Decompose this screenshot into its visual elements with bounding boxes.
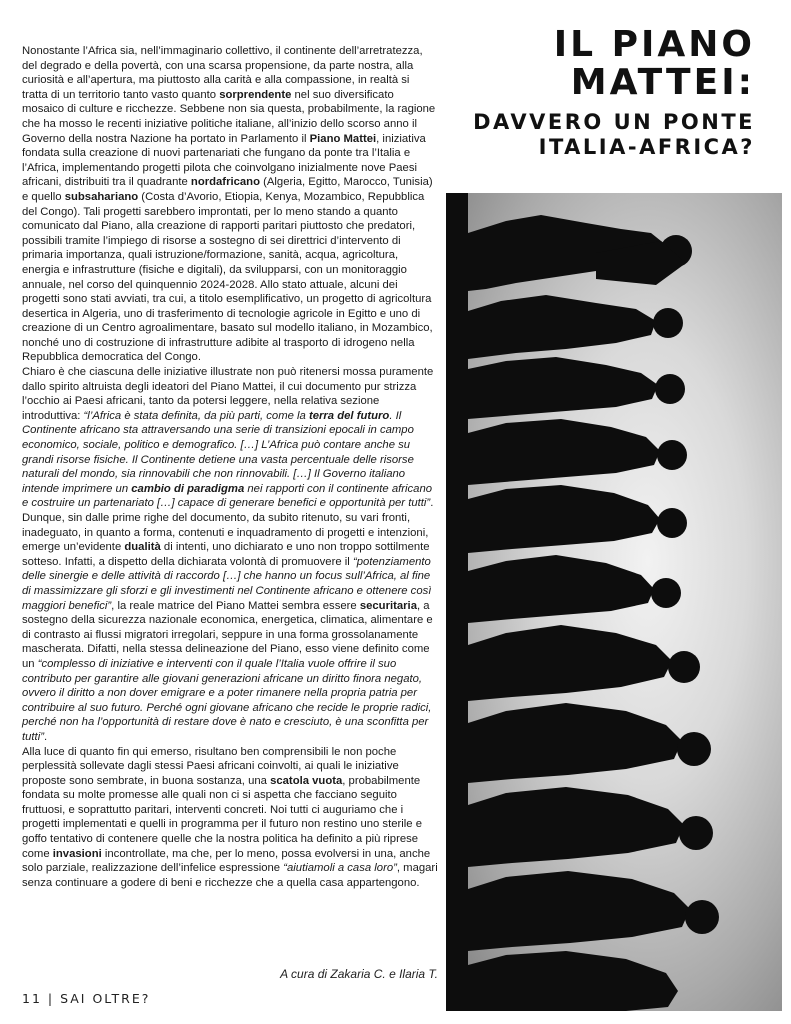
article-subtitle-line-2: ITALIA-AFRICA?: [538, 135, 755, 159]
article-paragraph: Alla luce di quanto fin qui emerso, risultano ben comprensibili le non poche perplessità sollevate dagli stessi Paesi africani coinvolti, ai quali le iniziative proposte sono sembrate, in buona sostanza, una scatola vuota, probabilmente fondata su molte promesse alle quali non ci si aspetta che facciano seguito fruttuosi, e soprattutto paritari, interventi concreti. Noi tutti ci auguriamo che i progetti implementati e quelli in programma per il futuro non restino uno sterile e goffo tentativo di contenere quelle che la nostra politica ha definito a più riprese come invasioni incontrollate, ma che, per lo meno, possa evolversi in una, anche solo parziale, realizzazione dell’infelice espressione “aiutiamoli a casa loro”, magari senza continuare a godere di beni e ricchezze che a quella casa appartengono.: [22, 745, 438, 889]
article-paragraph: Chiaro è che ciascuna delle iniziative illustrate non può ritenersi mossa puramente dallo spirito altruista degli ideatori del Piano Mattei, il cui documento pur strizza l’occhio ai Paesi africani, tanto da potersi leggere, nella relativa sezione introduttiva: “l’Africa è stata definita, da più parti, come la terra del futuro. Il Continente africano sta attraversando una serie di transizioni epocali in campo economico, sociale, politico e demografico. […] L’Africa può contare anche su grandi risorse fisiche. Il Continente detiene una vasta percentuale delle risorse naturali del mondo, sia rinnovabili che non rinnovabili. […] Il Governo italiano intende imprimere un cambio di paradigma nei rapporti con il continente africano e costruire un partenariato […] capace di generare benefici e opportunità per tutti”. Dunque, sin dalle prime righe del documento, da subito ritenuto, su vari fronti, inadeguato, in quanto a forma, contenuti e inquadramento di progetti e intenzioni, emerge un’evidente dualità di intenti, uno dichiarato e uno non troppo sottilmente sotteso. Infatti, a dispetto della dichiarata volontà di promuovere il “potenziamento delle sinergie e delle attività di raccordo […] che hanno un focus sull’Africa, al fine di massimizzare gli sforzi e gli investimenti nel Continente africano e ottenere così maggiori benefici”, la reale matrice del Piano Mattei sembra essere securitaria, a sostegno della sicurezza nazionale economica, energetica, climatica, alimentare e di contrasto ai flussi migratori irregolari, seppure in una forma grossolanamente mascherata. Difatti, nella stessa delineazione del Piano, esso viene definito come un “complesso di iniziative e interventi con il quale l’Italia vuole offrire il suo contributo per garantire alle giovani generazioni africane un diritto finora negato, ovvero il diritto a non dover emigrare e a poter rimanere nella propria patria per contribuire al suo futuro. Perché ogni giovane africano che recide le proprie radici, perché non ha l’opportunità di restare dove è nato e cresciuto, è una sconfitta per tutti”.: [22, 366, 434, 743]
article-title-line-1: IL PIANO: [553, 24, 755, 65]
silhouettes-photo: [446, 193, 782, 1011]
article-paragraph: Nonostante l’Africa sia, nell’immaginario collettivo, il continente dell’arretratezza, del degrado e della povertà, con una scarsa propensione, da parte nostra, alla curiosità e all’apertura, ma piuttosto alla carità e alla compassione, in realtà si tratta di un territorio tanto vasto quanto sorprendente nel suo diversificato mosaico di culture e ricchezze. Sebbene non sia questa, probabilmente, la ragione che ha mosso le recenti iniziative politiche italiane, all’inizio dello scorso anno il Governo della nostra Nazione ha portato in Parlamento il Piano Mattei, iniziativa fondata sulla creazione di nuovi partenariati che fungano da ponte tra l’Italia e l’Africa, implementando progetti pilota che coinvolgano inizialmente nove Paesi africani, distribuiti tra il quadrante nordafricano (Algeria, Egitto, Marocco, Tunisia) e quello subsahariano (Costa d’Avorio, Etiopia, Kenya, Mozambico, Repubblica del Congo). Tali progetti sarebbero improntati, per lo meno stando a quanto comunicato dal Piano, alla creazione di rapporti paritari piuttosto che predatori, possibili tramite l’impiego di risorse a sostegno di sei direttrici d’intervento di primaria importanza, quali istruzione/formazione, sanità, acqua, agricoltura, energia e infrastrutture (fisiche e digitali), da svilupparsi, con un monitoraggio annuale, nel corso del quinquennio 2024-2028. Allo stato attuale, alcuni dei progetti sono stati avviati, tra cui, a titolo esemplificativo, un progetto di agricoltura desertica in Algeria, uno di trasferimento di tecnologie agricole in Egitto e uno di creazione di un Centro agroalimentare, basato sul modello italiano, in Mozambico, nonché uno di costruzione di infrastrutture adibite al trasporto di idrogeno nella Repubblica democratica del Congo.: [22, 45, 436, 364]
article-title-line-2: MATTEI:: [570, 62, 755, 103]
page-footer: 11 | SAI OLTRE?: [22, 991, 151, 1006]
article-title-block: [415, 26, 755, 160]
article-credit: A cura di Zakaria C. e Ilaria T.: [280, 967, 438, 981]
walking-people-silhouettes: [468, 215, 719, 1011]
article-body: [22, 44, 438, 890]
silhouettes-image: [446, 193, 782, 1011]
article-subtitle-line-1: DAVVERO UN PONTE: [473, 110, 755, 134]
